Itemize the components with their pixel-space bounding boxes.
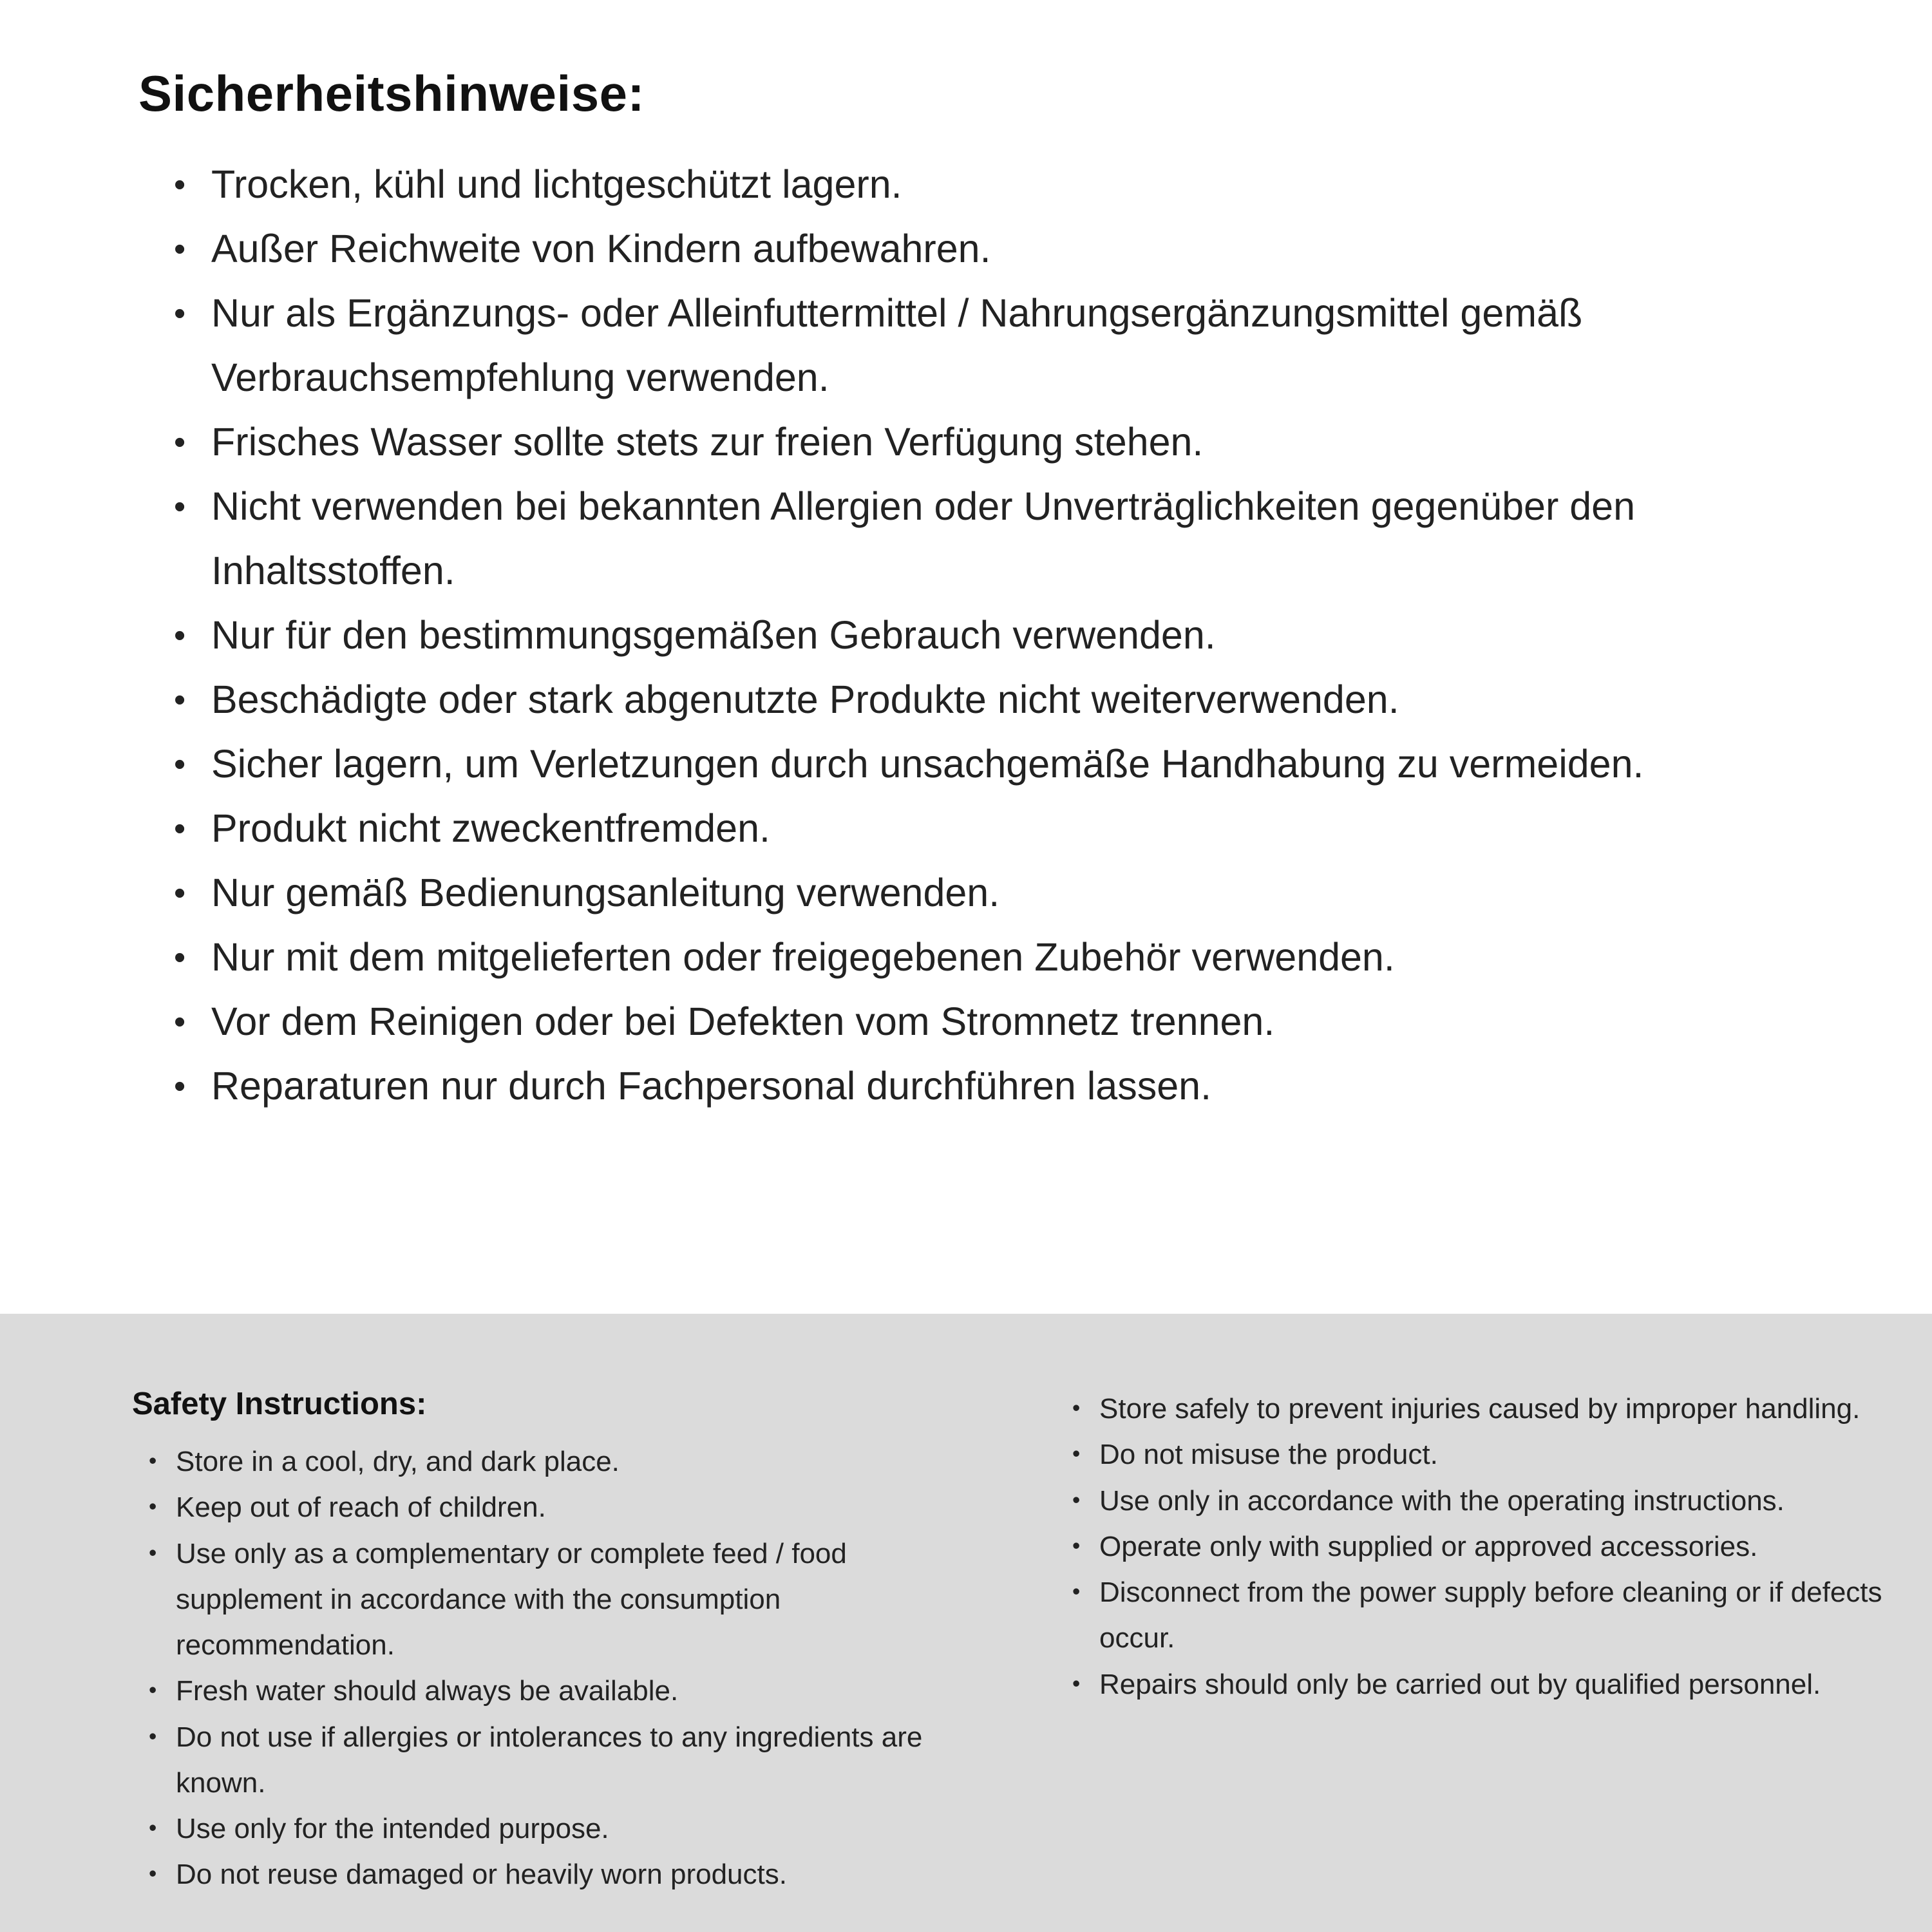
list-item: • Repairs should only be carried out by qualified personnel.	[1072, 1662, 1884, 1707]
list-item: • Do not use if allergies or intolerances to any ingredients are known.	[149, 1714, 995, 1806]
list-item: • Außer Reichweite von Kindern aufbewahren.	[174, 216, 1842, 281]
list-item: • Sicher lagern, um Verletzungen durch unsachgemäße Handhabung zu vermeiden.	[174, 732, 1842, 796]
list-item: • Beschädigte oder stark abgenutzte Produkte nicht weiterverwenden.	[174, 667, 1842, 732]
list-item: • Nur mit dem mitgelieferten oder freigegebenen Zubehör verwenden.	[174, 925, 1842, 989]
list-item: • Do not misuse the product.	[1072, 1432, 1884, 1477]
list-item: • Nur als Ergänzungs- oder Alleinfuttermittel / Nahrungsergänzungsmittel gemäß Verbrauchsempfehlung verwenden.	[174, 281, 1842, 410]
list-item: • Reparaturen nur durch Fachpersonal durchführen lassen.	[174, 1054, 1842, 1118]
list-item: • Nicht verwenden bei bekannten Allergien oder Unverträglichkeiten gegenüber den Inhaltsstoffen.	[174, 474, 1842, 603]
list-item: • Vor dem Reinigen oder bei Defekten vom Stromnetz trennen.	[174, 989, 1842, 1054]
list-item: • Use only as a complementary or complete feed / food supplement in accordance with the consumption recommendation.	[149, 1531, 995, 1669]
english-right-column	[1072, 1386, 1884, 1707]
english-safety-section	[0, 1314, 1932, 1932]
english-section-title: Safety Instructions:	[132, 1387, 427, 1421]
list-item: • Nur gemäß Bedienungsanleitung verwenden.	[174, 860, 1842, 925]
list-item: • Produkt nicht zweckentfremden.	[174, 796, 1842, 860]
list-item: • Operate only with supplied or approved accessories.	[1072, 1524, 1884, 1569]
list-item: • Use only for the intended purpose.	[149, 1806, 995, 1852]
english-safety-list-right	[1072, 1386, 1884, 1707]
list-item: • Keep out of reach of children.	[149, 1484, 995, 1530]
german-section-title: Sicherheitshinweise:	[138, 65, 645, 122]
list-item: • Do not reuse damaged or heavily worn products.	[149, 1852, 995, 1897]
list-item: • Nur für den bestimmungsgemäßen Gebrauch verwenden.	[174, 603, 1842, 667]
list-item: • Frisches Wasser sollte stets zur freien Verfügung stehen.	[174, 410, 1842, 474]
english-left-column	[132, 1386, 995, 1898]
list-item: • Store in a cool, dry, and dark place.	[149, 1439, 995, 1484]
list-item: • Trocken, kühl und lichtgeschützt lagern.	[174, 152, 1842, 216]
english-safety-list-left	[132, 1439, 995, 1898]
german-safety-list	[138, 152, 1842, 1118]
list-item: • Use only in accordance with the operating instructions.	[1072, 1478, 1884, 1524]
list-item: • Disconnect from the power supply before cleaning or if defects occur.	[1072, 1569, 1884, 1662]
list-item: • Store safely to prevent injuries caused by improper handling.	[1072, 1386, 1884, 1432]
list-item: • Fresh water should always be available.	[149, 1668, 995, 1714]
